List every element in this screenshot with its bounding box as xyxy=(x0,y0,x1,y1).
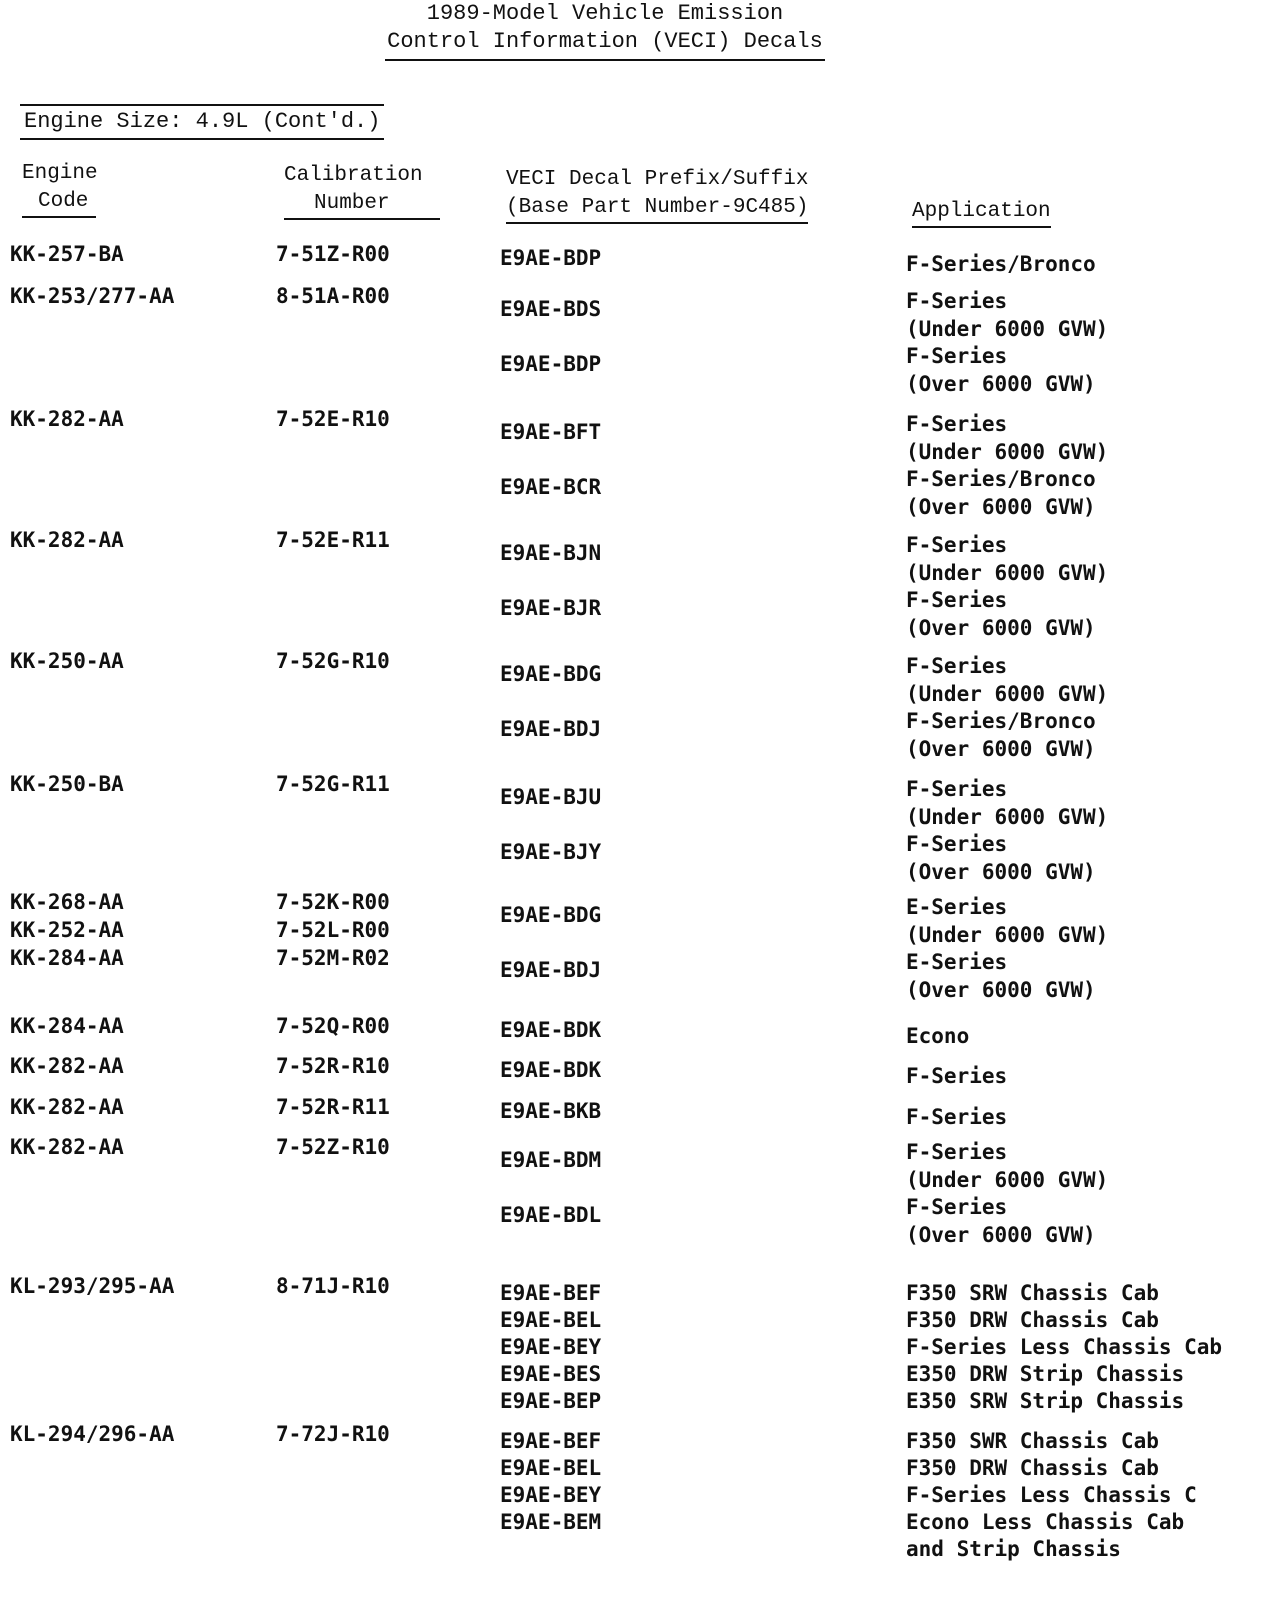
veci-decal-cell xyxy=(500,526,601,636)
application-cell-line: F-Series xyxy=(906,777,1008,801)
veci-decal-cell-line: E9AE-BEP xyxy=(500,1389,602,1413)
veci-decal-cell-line: E9AE-BDG xyxy=(500,662,602,686)
calibration-cell-line: 7-52E-R10 xyxy=(276,407,390,431)
engine-code-cell xyxy=(10,888,124,972)
veci-decal-cell xyxy=(500,1056,601,1084)
header-application-line1: Application xyxy=(912,198,1051,228)
calibration-cell-line: 7-52G-R10 xyxy=(276,649,390,673)
engine-code-cell xyxy=(10,1093,124,1121)
application-cell xyxy=(906,532,1108,642)
engine-code-cell-line: KK-282-AA xyxy=(10,528,124,552)
application-cell-line: (Over 6000 GVW) xyxy=(906,736,1096,761)
veci-decal-cell-line: E9AE-BDP xyxy=(500,352,602,376)
engine-code-cell xyxy=(10,282,174,310)
application-cell-line: F-Series xyxy=(906,1140,1008,1164)
veci-decal-cell-line: E9AE-BEY xyxy=(500,1335,602,1359)
application-cell-line: F-Series xyxy=(906,344,1008,368)
calibration-cell xyxy=(276,1093,390,1121)
calibration-cell xyxy=(276,647,390,675)
application-cell xyxy=(906,1280,1222,1415)
application-cell-line: Econo xyxy=(906,1024,970,1048)
veci-decal-cell-line: E9AE-BDJ xyxy=(500,958,602,982)
calibration-cell-line: 7-52R-R11 xyxy=(276,1095,390,1119)
header-veci-line2: (Base Part Number-9C485) xyxy=(506,194,808,224)
header-calibration-line2: Number xyxy=(284,190,440,220)
application-cell-line: F350 SWR Chassis Cab xyxy=(906,1429,1159,1453)
application-cell-line: (Under 6000 GVW) xyxy=(906,1167,1109,1192)
calibration-cell-line: 7-52Z-R10 xyxy=(276,1135,390,1159)
calibration-cell-line: 8-51A-R00 xyxy=(276,284,390,308)
application-cell-line: F-Series/Bronco xyxy=(906,709,1096,733)
veci-decal-cell-line: E9AE-BDK xyxy=(500,1058,602,1082)
engine-code-cell-line: KK-282-AA xyxy=(10,1135,124,1159)
header-veci xyxy=(506,166,808,224)
header-veci-line1: VECI Decal Prefix/Suffix xyxy=(506,168,809,191)
title-line-1: 1989-Model Vehicle Emission xyxy=(426,1,784,26)
veci-decal-cell xyxy=(500,1016,601,1044)
application-cell-line: F-Series xyxy=(906,654,1008,678)
engine-code-cell-line: KK-282-AA xyxy=(10,1095,124,1119)
application-cell-line: F350 DRW Chassis Cab xyxy=(906,1308,1159,1332)
application-cell-line: Econo Less Chassis Cab xyxy=(906,1510,1185,1534)
application-cell-line: E350 DRW Strip Chassis xyxy=(906,1362,1185,1386)
engine-code-cell-line: KK-284-AA xyxy=(10,1014,124,1038)
header-engine-code-line1: Engine xyxy=(22,162,98,185)
veci-decal-cell xyxy=(500,244,601,272)
engine-code-cell xyxy=(10,1012,124,1040)
engine-code-cell-line: KK-282-AA xyxy=(10,1054,124,1078)
engine-code-cell-line: KL-294/296-AA xyxy=(10,1422,175,1446)
header-calibration-line1: Calibration xyxy=(284,164,423,187)
engine-code-cell xyxy=(10,1133,124,1161)
engine-code-cell-line: KK-268-AA xyxy=(10,890,124,914)
calibration-cell xyxy=(276,240,390,268)
veci-decal-cell-line: E9AE-BKB xyxy=(500,1099,602,1123)
application-cell-line: (Under 6000 GVW) xyxy=(906,316,1109,341)
calibration-cell-line: 7-72J-R10 xyxy=(276,1422,390,1446)
application-cell-line: F-Series xyxy=(906,533,1008,557)
application-cell-line: F-Series xyxy=(906,1105,1008,1129)
application-cell-line: F350 DRW Chassis Cab xyxy=(906,1456,1159,1480)
veci-decal-cell-line: E9AE-BES xyxy=(500,1362,602,1386)
veci-decal-cell xyxy=(500,282,601,392)
application-cell xyxy=(906,411,1108,521)
application-cell-line: F-Series xyxy=(906,588,1008,612)
veci-decal-cell-line: E9AE-BEY xyxy=(500,1483,602,1507)
application-cell xyxy=(906,1022,969,1050)
engine-code-cell-line: KK-252-AA xyxy=(10,918,124,942)
engine-code-cell xyxy=(10,526,124,554)
application-cell xyxy=(906,1103,1007,1131)
application-cell-line: F-Series xyxy=(906,832,1008,856)
veci-decal-cell-line: E9AE-BDK xyxy=(500,1018,602,1042)
calibration-cell-line: 7-52Q-R00 xyxy=(276,1014,390,1038)
veci-decal-cell xyxy=(500,647,601,757)
veci-decal-cell-line: E9AE-BEM xyxy=(500,1510,602,1534)
application-cell-line: (Under 6000 GVW) xyxy=(906,922,1109,947)
calibration-cell xyxy=(276,526,390,554)
application-cell-line: F350 SRW Chassis Cab xyxy=(906,1281,1159,1305)
application-cell-line: (Under 6000 GVW) xyxy=(906,804,1109,829)
application-cell xyxy=(906,776,1108,886)
calibration-cell xyxy=(276,405,390,433)
veci-decal-cell xyxy=(500,1428,601,1536)
application-cell-line: (Over 6000 GVW) xyxy=(906,494,1096,519)
veci-decal-cell-line: E9AE-BJR xyxy=(500,596,602,620)
calibration-cell-line: 7-52G-R11 xyxy=(276,772,390,796)
engine-code-cell-line: KK-257-BA xyxy=(10,242,124,266)
veci-decal-cell xyxy=(500,405,601,515)
veci-decal-cell-line: E9AE-BDL xyxy=(500,1203,602,1227)
veci-decal-cell-line: E9AE-BEF xyxy=(500,1429,602,1453)
header-engine-code xyxy=(22,160,98,218)
veci-decal-cell-line: E9AE-BCR xyxy=(500,475,602,499)
veci-decal-cell xyxy=(500,1133,601,1243)
engine-code-cell xyxy=(10,240,124,268)
title-line-2: Control Information (VECI) Decals xyxy=(385,28,825,61)
application-cell-line: (Under 6000 GVW) xyxy=(906,439,1109,464)
calibration-cell xyxy=(276,1133,390,1161)
application-cell-line: (Under 6000 GVW) xyxy=(906,560,1109,585)
veci-decal-cell xyxy=(500,888,601,998)
application-cell-line: (Over 6000 GVW) xyxy=(906,615,1096,640)
application-cell-line: F-Series xyxy=(906,412,1008,436)
engine-code-cell xyxy=(10,770,124,798)
application-cell-line: F-Series Less Chassis Cab xyxy=(906,1335,1223,1359)
veci-decal-cell-line: E9AE-BEF xyxy=(500,1281,602,1305)
veci-decal-cell xyxy=(500,770,601,880)
application-cell xyxy=(906,653,1108,763)
application-cell xyxy=(906,894,1108,1004)
header-application xyxy=(912,198,1051,228)
veci-decal-cell-line: E9AE-BEL xyxy=(500,1308,602,1332)
section-heading: Engine Size: 4.9L (Cont'd.) xyxy=(20,104,384,140)
header-engine-code-line2: Code xyxy=(22,188,96,218)
application-cell-line: E350 SRW Strip Chassis xyxy=(906,1389,1185,1413)
application-cell xyxy=(906,288,1108,398)
application-cell-line: (Over 6000 GVW) xyxy=(906,859,1096,884)
application-cell-line: F-Series/Bronco xyxy=(906,467,1096,491)
application-cell-line: F-Series/Bronco xyxy=(906,252,1096,276)
calibration-cell-line: 8-71J-R10 xyxy=(276,1274,390,1298)
calibration-cell-line: 7-52M-R02 xyxy=(276,946,390,970)
calibration-cell-line: 7-52R-R10 xyxy=(276,1054,390,1078)
application-cell-line: (Under 6000 GVW) xyxy=(906,681,1109,706)
header-calibration xyxy=(284,162,440,220)
calibration-cell xyxy=(276,1052,390,1080)
engine-code-cell xyxy=(10,1052,124,1080)
application-cell-line: (Over 6000 GVW) xyxy=(906,1222,1096,1247)
veci-decal-cell xyxy=(500,1280,601,1415)
veci-decal-cell-line: E9AE-BDG xyxy=(500,903,602,927)
engine-code-cell xyxy=(10,1272,174,1300)
application-cell-line: and Strip Chassis xyxy=(906,1537,1121,1561)
calibration-cell xyxy=(276,1272,390,1300)
engine-code-cell xyxy=(10,405,124,433)
calibration-cell-line: 7-52E-R11 xyxy=(276,528,390,552)
veci-decal-cell-line: E9AE-BFT xyxy=(500,420,602,444)
veci-decal-cell xyxy=(500,1097,601,1125)
veci-decal-cell-line: E9AE-BDP xyxy=(500,246,602,270)
application-cell-line: (Over 6000 GVW) xyxy=(906,371,1096,396)
veci-decal-cell-line: E9AE-BEL xyxy=(500,1456,602,1480)
document-title xyxy=(0,0,1210,61)
calibration-cell-line: 7-51Z-R00 xyxy=(276,242,390,266)
calibration-cell-line: 7-52K-R00 xyxy=(276,890,390,914)
engine-code-cell-line: KK-284-AA xyxy=(10,946,124,970)
calibration-cell xyxy=(276,1420,390,1448)
application-cell-line: E-Series xyxy=(906,950,1008,974)
application-cell-line: E-Series xyxy=(906,895,1008,919)
engine-code-cell-line: KK-250-BA xyxy=(10,772,124,796)
calibration-cell-line: 7-52L-R00 xyxy=(276,918,390,942)
veci-decal-cell-line: E9AE-BJN xyxy=(500,541,602,565)
application-cell xyxy=(906,250,1096,278)
veci-decal-cell-line: E9AE-BDM xyxy=(500,1148,602,1172)
application-cell-line: F-Series xyxy=(906,1195,1008,1219)
veci-decal-cell-line: E9AE-BDS xyxy=(500,297,602,321)
engine-code-cell-line: KK-253/277-AA xyxy=(10,284,175,308)
engine-code-cell-line: KL-293/295-AA xyxy=(10,1274,175,1298)
application-cell xyxy=(906,1062,1007,1090)
application-cell xyxy=(906,1428,1197,1563)
application-cell-line: F-Series Less Chassis C xyxy=(906,1483,1197,1507)
application-cell xyxy=(906,1139,1108,1249)
application-cell-line: F-Series xyxy=(906,289,1008,313)
engine-code-cell-line: KK-250-AA xyxy=(10,649,124,673)
veci-decal-cell-line: E9AE-BJU xyxy=(500,785,602,809)
calibration-cell xyxy=(276,1012,390,1040)
calibration-cell xyxy=(276,888,390,972)
application-cell-line: (Over 6000 GVW) xyxy=(906,977,1096,1002)
calibration-cell xyxy=(276,282,390,310)
engine-code-cell-line: KK-282-AA xyxy=(10,407,124,431)
application-cell-line: F-Series xyxy=(906,1064,1008,1088)
veci-decal-cell-line: E9AE-BDJ xyxy=(500,717,602,741)
calibration-cell xyxy=(276,770,390,798)
engine-code-cell xyxy=(10,1420,174,1448)
engine-code-cell xyxy=(10,647,124,675)
veci-decal-cell-line: E9AE-BJY xyxy=(500,840,602,864)
